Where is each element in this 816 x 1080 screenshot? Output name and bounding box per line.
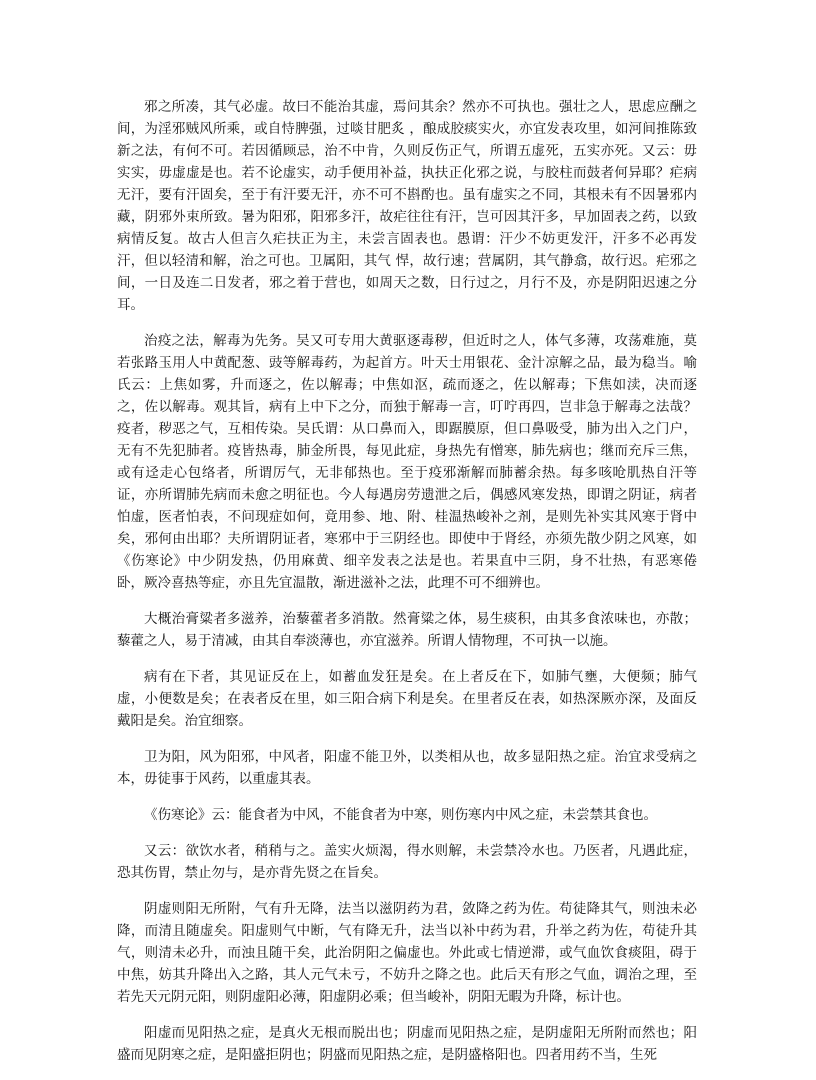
paragraph: 治疫之法，解毒为先务。吴又可专用大黄驱逐毒秽，但近时之人，体气多薄，攻荡难施，莫若张路玉用人中黄配葱、豉等解毒药，为起首方。叶天士用银花、金汁凉解之品，最为稳当。喻氏云：上焦如雾，升而逐之，佐以解毒；中焦如沤，疏而逐之，佐以解毒；下焦如渎，决而逐之，佐以解毒。观其旨，病有上中下之分，而独于解毒一言，叮咛再四，岂非急于解毒之法哉？疫者，秽恶之气，互相传染。吴氏谓：从口鼻而入，即踞膜原，但口鼻吸受，肺为出入之门户，无有不先犯肺者。疫皆热毒，肺金所畏，每见此症，身热先有憎寒，肺先病也；继而充斥三焦，或有迳走心包络者，所谓厉气，无非郁热也。至于疫邪渐解而肺蓄余热。每多咳呛肌热自汗等证，亦所谓肺先病而未愈之明征也。今人每遇房劳遗泄之后，偶感风寒发热，即谓之阴证，病者怕虚，医者怕表，不问现症如何，竟用参、地、附、桂温热峻补之剂，是则先补实其风寒于肾中矣，邪何由出耶？夫所谓阴证者，寒邪中于三阴经也。即使中于肾经，亦须先散少阴之风寒，如《伤寒论》中少阴发热，仍用麻黄、细辛发表之法是也。若果直中三阴，身不壮热，有恶寒倦卧，厥冷喜热等症，亦且先宜温散，渐进滋补之法，此理不可不细辨也。 xyxy=(117,333,697,591)
paragraph: 阳虚而见阳热之症，是真火无根而脱出也；阴虚而见阳热之症，是阴虚阳无所附而然也；阳盛而见阴寒之症，是阳盛拒阴也；阴盛而见阳热之症，是阴盛格阳也。四者用药不当，生死 xyxy=(117,1025,697,1063)
document-body xyxy=(117,96,697,1080)
paragraph: 又云：欲饮水者，稍稍与之。盖实火烦渴，得水则解，未尝禁冷水也。乃医者，凡遇此症，恐其伤胃，禁止勿与，是亦背先贤之在旨矣。 xyxy=(117,843,697,881)
paragraph: 大概治膏粱者多滋养，治藜藿者多消散。然膏粱之体，易生痰积，由其多食浓味也，亦散；藜藿之人，易于清减，由其自奉淡薄也，亦宜滋养。所谓人情物理，不可执一以施。 xyxy=(117,611,697,649)
paragraph: 病有在下者，其见证反在上，如蓄血发狂是矣。在上者反在下，如肺气壅，大便频；肺气虚，小便数是矣；在表者反在里，如三阳合病下利是矣。在里者反在表，如热深厥亦深，及面反戴阳是矣。治宜细察。 xyxy=(117,669,697,729)
paragraph: 卫为阳，风为阳邪，中风者，阳虚不能卫外，以类相从也，故多显阳热之症。治宜求受病之本，毋徒事于风药，以重虚其表。 xyxy=(117,749,697,787)
paragraph: 《伤寒论》云：能食者为中风，不能食者为中寒，则伤寒内中风之症，未尝禁其食也。 xyxy=(144,807,657,823)
paragraph: 阴虚则阳无所附，气有升无降，法当以滋阴药为君，敛降之药为佐。苟徒降其气，则浊未必降，而清且随虚矣。阳虚则气中断，气有降无升，法当以补中药为君，升举之药为佐，苟徒升其气，则清未必升，而浊且随干矣，此治阴阳之偏虚也。外此或七情逆滞，或气血饮食痰阻，碍于中焦，妨其升降出入之路，其人元气未亏，不妨升之降之也。此后天有形之气血，调治之理，至若先天元阴元阳，则阴虚阳必薄，阳虚阴必乘；但当峻补，阴阳无暇为升降，标计也。 xyxy=(117,901,697,1005)
paragraph: 邪之所凑，其气必虚。故曰不能治其虚，焉问其余？然亦不可执也。强壮之人，思虑应酬之间，为淫邪贼风所乘，或自恃脾强，过啖甘肥炙 ，酿成胶痰实火，亦宜发表攻里，如河间推陈致新之法，有何不可。若因循顾忌，治不中肯，久则反伤正气，所谓五虚死，五实亦死。又云：毋实实，毋虚虚是也。若不论虚实，动手便用补益，执扶正化邪之说，与胶柱而鼓者何异耶？疟病无汗，要有汗固矣，至于有汗要无汗，亦不可不斟酌也。虽有虚实之不同，其根未有不因暑邪内藏，阴邪外束所致。暑为阳邪，阳邪多汗，故疟往往有汗，岂可因其汗多，早加固表之药，以致病情反复。故古人但言久疟扶正为主，未尝言固表也。愚谓：汗少不妨更发汗，汗多不必再发汗，但以轻清和解，治之可也。卫属阳，其气 悍，故行速；营属阴，其气静翕，故行迟。疟邪之间，一日及连二日发者，邪之着于营也，如周天之数，日行过之，月行不及，亦是阴阳迟速之分耳。 xyxy=(117,99,697,313)
